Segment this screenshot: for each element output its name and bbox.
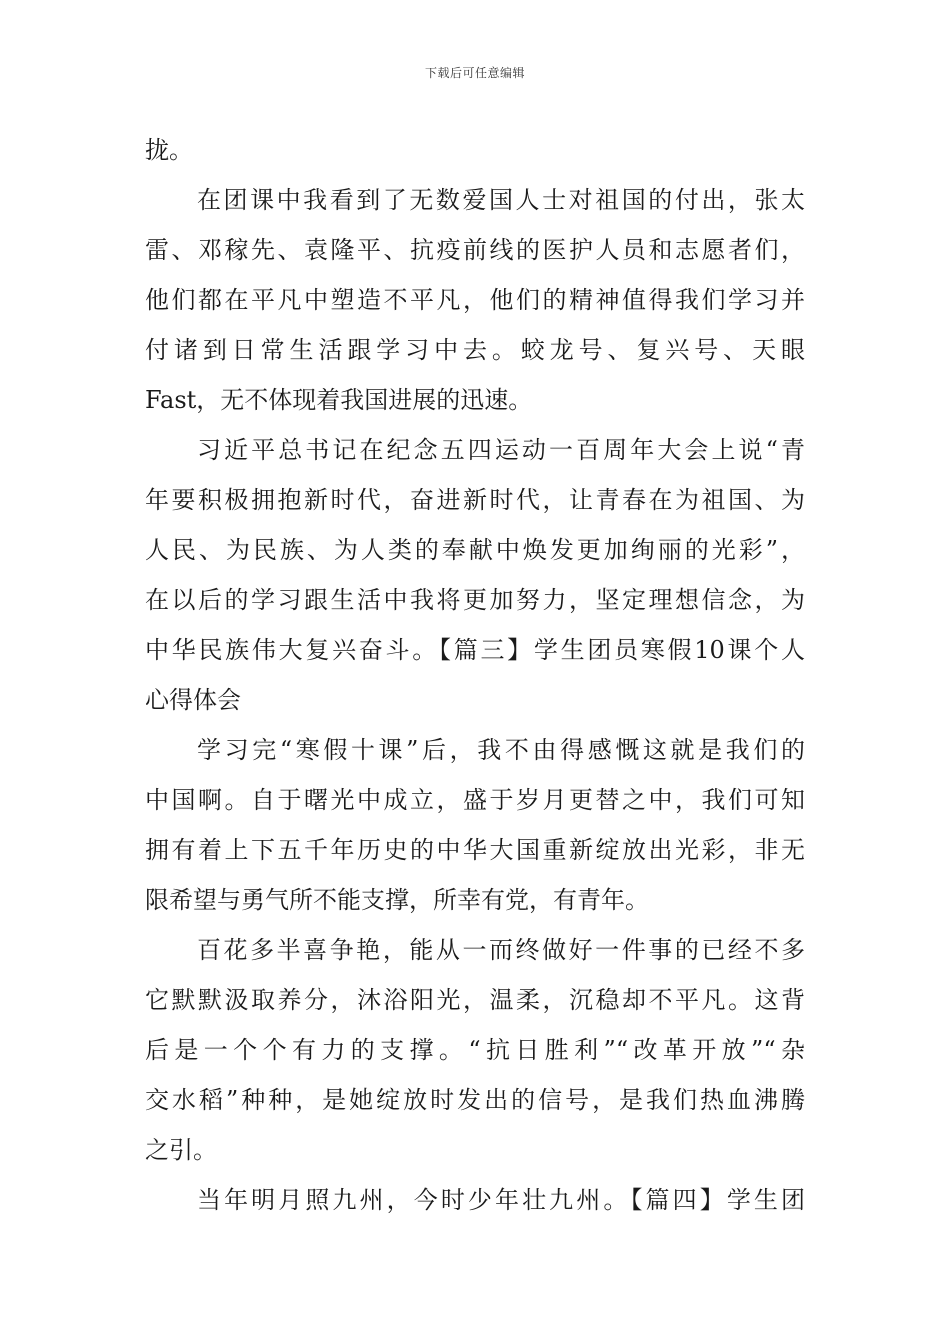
text-line: 学习完“寒假十课”后，我不由得感慨这就是我们的	[197, 736, 805, 764]
document-body	[145, 125, 805, 1225]
text-line: 它默默汲取养分，沐浴阳光，温柔，沉稳却不平凡。这背	[145, 986, 805, 1014]
text-line: 拢。	[145, 136, 193, 164]
text-line: 拥有着上下五千年历史的中华大国重新绽放出光彩，非无	[145, 836, 805, 864]
text-line: 雷、邓稼先、袁隆平、抗疫前线的医护人员和志愿者们，	[145, 236, 805, 264]
text-line: 在团课中我看到了无数爱国人士对祖国的付出，张太	[197, 186, 805, 214]
text-line: 心得体会	[145, 686, 241, 714]
text-line: 在以后的学习跟生活中我将更加努力，坚定理想信念，为	[145, 586, 805, 614]
text-line: 之引。	[145, 1136, 217, 1164]
text-line: 付诸到日常生活跟学习中去。蛟龙号、复兴号、天眼	[145, 336, 805, 364]
text-line: 他们都在平凡中塑造不平凡，他们的精神值得我们学习并	[145, 286, 805, 314]
text-line: 年要积极拥抱新时代，奋进新时代，让青春在为祖国、为	[145, 486, 805, 514]
text-line: 限希望与勇气所不能支撑，所幸有党，有青年。	[145, 886, 649, 914]
page-header: 下载后可任意编辑	[424, 66, 525, 80]
text-line: 当年明月照九州，今时少年壮九州。【篇四】学生团	[197, 1186, 805, 1214]
text-line: 百花多半喜争艳，能从一而终做好一件事的已经不多	[197, 936, 805, 964]
text-line: 中国啊。自于曙光中成立，盛于岁月更替之中，我们可知	[145, 786, 805, 814]
text-line: 后是一个个有力的支撑。“抗日胜利”“改革开放”“杂	[145, 1036, 805, 1064]
text-line: 中华民族伟大复兴奋斗。【篇三】学生团员寒假10课个人	[145, 636, 805, 664]
text-line: 习近平总书记在纪念五四运动一百周年大会上说“青	[197, 436, 805, 464]
text-line: 人民、为民族、为人类的奉献中焕发更加绚丽的光彩”，	[145, 536, 805, 564]
text-line: Fast，无不体现着我国进展的迅速。	[145, 386, 533, 414]
text-line: 交水稻”种种，是她绽放时发出的信号，是我们热血沸腾	[145, 1086, 805, 1114]
